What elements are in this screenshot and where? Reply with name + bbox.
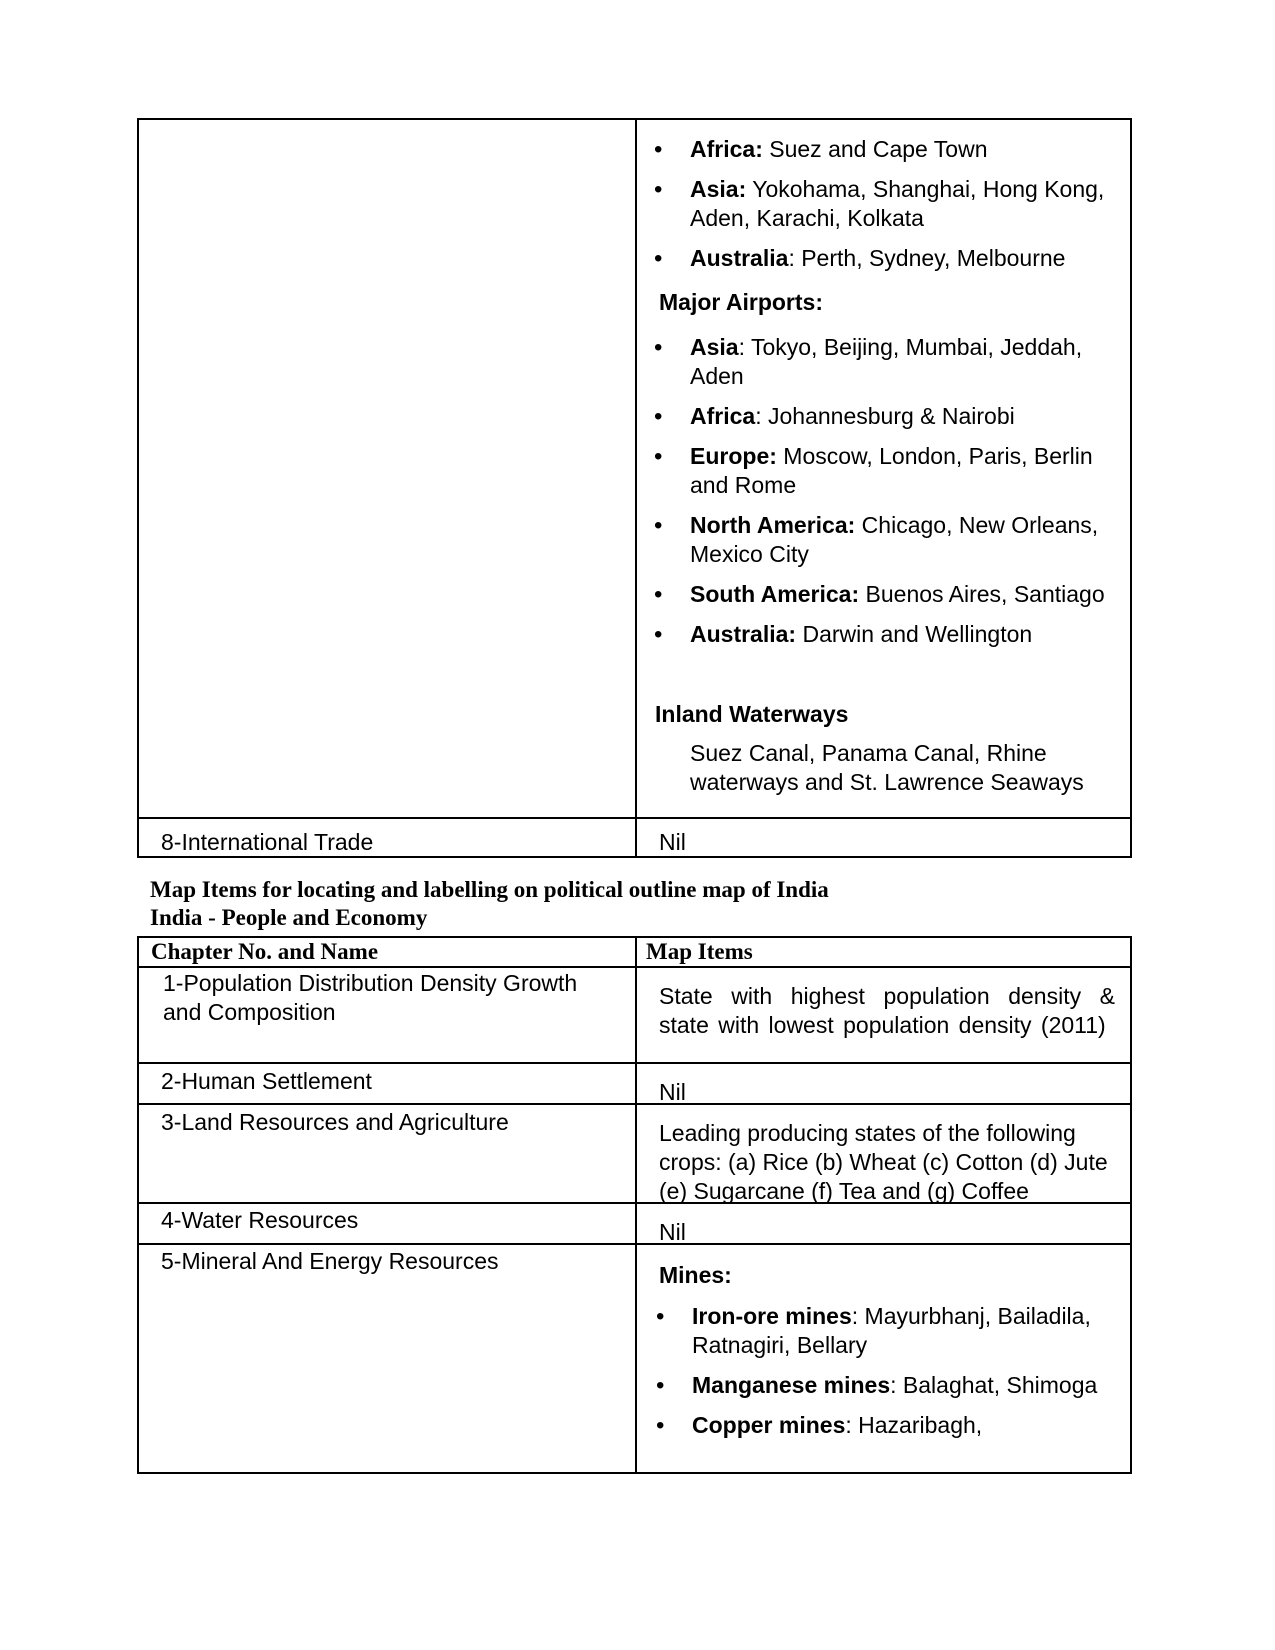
row-divider [139, 1243, 1130, 1245]
row-divider [139, 1103, 1130, 1105]
list-item: • South America: Buenos Aires, Santiago [654, 580, 1114, 609]
mines-list [656, 1302, 1126, 1440]
chapter-name: 4-Water Resources [161, 1207, 359, 1233]
airports-list [654, 333, 1114, 649]
list-item: • Europe: Moscow, London, Paris, Berlin and Rome [654, 442, 1114, 500]
map-items-value: Nil [659, 829, 686, 855]
map-items-value: Leading producing states of the following crops: (a) Rice (b) Wheat (c) Cotton (d) Jute (e) Sugarcane (f) Tea and (g) Coffee [659, 1120, 1108, 1204]
map-items-value: State with highest population density & state with lowest population density (2011) [659, 983, 1115, 1038]
list-item: • Australia: Perth, Sydney, Melbourne [654, 244, 1114, 273]
list-item: • North America: Chicago, New Orleans, Mexico City [654, 511, 1114, 569]
list-item: • Copper mines: Hazaribagh, [656, 1411, 1126, 1440]
map-items-value: Nil [659, 1079, 686, 1105]
seaports-list-cell [654, 135, 1114, 273]
chapter-name: 8-International Trade [161, 829, 374, 855]
row-divider [139, 817, 1130, 819]
list-item: • Asia: Yokohama, Shanghai, Hong Kong, Aden, Karachi, Kolkata [654, 175, 1114, 233]
column-divider [635, 120, 637, 856]
chapter-name: 3-Land Resources and Agriculture [161, 1109, 509, 1135]
mines-heading: Mines: [659, 1262, 732, 1288]
chapter-name: 1-Population Distribution Density Growth and Composition [163, 970, 578, 1025]
list-item: • Africa: Johannesburg & Nairobi [654, 402, 1114, 431]
chapter-name: 5-Mineral And Energy Resources [161, 1248, 499, 1274]
list-item: • Asia: Tokyo, Beijing, Mumbai, Jeddah, Aden [654, 333, 1114, 391]
section-subheading: India - People and Economy [150, 905, 428, 930]
column-header-chapter: Chapter No. and Name [151, 939, 379, 964]
airports-list-cell [654, 333, 1114, 649]
list-item: • Africa: Suez and Cape Town [654, 135, 1114, 164]
list-item: • Iron-ore mines: Mayurbhanj, Bailadila, Ratnagiri, Bellary [656, 1302, 1126, 1360]
ports-airports-table [137, 118, 1132, 858]
seaports-list [654, 135, 1114, 273]
section-heading: Map Items for locating and labelling on political outline map of India [150, 877, 829, 902]
chapter-name: 2-Human Settlement [161, 1068, 372, 1094]
row-divider [139, 966, 1130, 968]
airports-heading: Major Airports: [659, 289, 823, 315]
waterways-heading: Inland Waterways [655, 701, 849, 727]
map-items-value: Nil [659, 1219, 686, 1245]
column-header-map-items: Map Items [646, 939, 753, 964]
mines-list-cell [656, 1302, 1126, 1440]
list-item: • Manganese mines: Balaghat, Shimoga [656, 1371, 1126, 1400]
waterways-text: Suez Canal, Panama Canal, Rhine waterways and St. Lawrence Seaways [690, 740, 1084, 795]
list-item: • Australia: Darwin and Wellington [654, 620, 1114, 649]
row-divider [139, 1062, 1130, 1064]
column-divider [635, 938, 637, 1472]
india-map-items-table [137, 936, 1132, 1474]
